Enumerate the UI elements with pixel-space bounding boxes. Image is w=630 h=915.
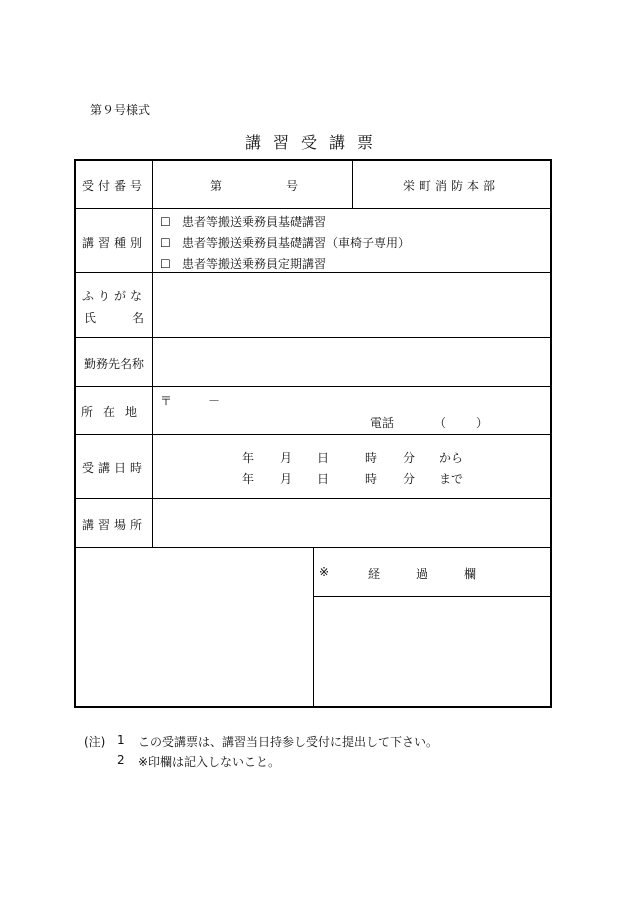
progress-mark: ※ (319, 565, 330, 579)
start-year: 年 (242, 451, 255, 465)
workplace-field[interactable] (154, 339, 550, 385)
course-option-label: 患者等搬送乗務員基礎講習（車椅子専用） (182, 236, 411, 250)
row-divider (76, 337, 551, 338)
end-minute: 分 (403, 472, 416, 486)
venue-label: 講習場所 (81, 518, 146, 532)
name-field[interactable] (154, 274, 550, 336)
checkbox-icon[interactable]: ☐ (160, 215, 171, 229)
row-divider (76, 208, 551, 209)
course-type-label: 講習種別 (81, 236, 146, 250)
progress-area (314, 598, 550, 706)
start-month: 月 (280, 451, 293, 465)
note-text: この受講票は、講習当日持参し受付に提出して下さい。 (138, 735, 439, 749)
reception-number-label: 受付番号 (81, 179, 146, 193)
note-number: 2 (117, 753, 125, 767)
reception-dai: 第 (210, 179, 223, 193)
checkbox-icon[interactable]: ☐ (160, 236, 171, 250)
address-label: 所在地 (80, 405, 147, 419)
phone-close-paren: ） (476, 416, 489, 430)
end-year: 年 (242, 472, 255, 486)
postal-mark: 〒 (160, 394, 173, 408)
label-column-divider (152, 160, 153, 547)
workplace-label: 勤務先名称 (83, 357, 144, 371)
note-text: ※印欄は記入しないこと。 (138, 755, 281, 769)
row-divider (76, 272, 551, 273)
course-option[interactable] (160, 234, 410, 251)
phone-label: 電話 (370, 416, 395, 430)
venue-field[interactable] (154, 500, 550, 546)
course-option-label: 患者等搬送乗務員定期講習 (182, 257, 327, 271)
page-title: 講習受講票 (244, 133, 385, 152)
address-field[interactable] (154, 388, 550, 433)
progress-label: 経過欄 (368, 567, 513, 581)
row-divider (76, 386, 551, 387)
stamp-area (76, 549, 312, 706)
schedule-label: 受講日時 (81, 461, 146, 475)
phone-open-paren: （ (434, 416, 447, 430)
start-from: から (439, 451, 464, 465)
end-until: まで (439, 472, 464, 486)
checkbox-icon[interactable]: ☐ (160, 257, 171, 271)
reception-gou: 号 (286, 179, 299, 193)
reception-divider (352, 160, 353, 208)
progress-header-divider (313, 596, 551, 597)
postal-dash: － (208, 394, 221, 408)
course-option[interactable] (160, 255, 326, 272)
start-hour: 時 (365, 451, 378, 465)
end-month: 月 (280, 472, 293, 486)
note-prefix: (注) (84, 735, 106, 749)
end-hour: 時 (365, 472, 378, 486)
note-number: 1 (117, 733, 125, 747)
form-number: 第９号様式 (90, 103, 151, 117)
start-minute: 分 (403, 451, 416, 465)
row-divider (76, 434, 551, 435)
name-label-1: 氏 (84, 311, 97, 325)
office-name: 栄町消防本部 (403, 179, 500, 193)
course-option-label: 患者等搬送乗務員基礎講習 (182, 215, 327, 229)
start-day: 日 (317, 451, 330, 465)
furigana-label: ふりがな (81, 289, 146, 303)
row-divider (76, 498, 551, 499)
course-option[interactable] (160, 213, 326, 230)
end-day: 日 (317, 472, 330, 486)
name-label-2: 名 (132, 311, 145, 325)
reception-number-field[interactable] (226, 172, 282, 196)
